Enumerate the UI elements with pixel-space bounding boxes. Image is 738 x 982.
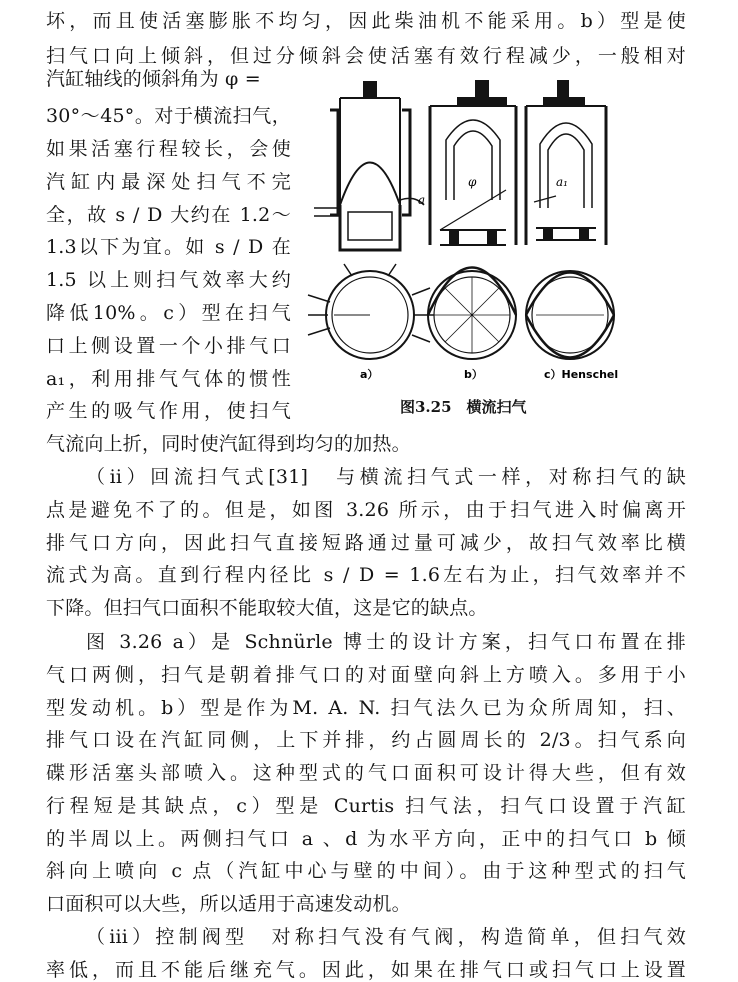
text-line: 下降。但扫气口面积不能取较大值，这是它的缺点。	[46, 597, 488, 619]
text-line: 降低10%。c）型在扫气	[46, 302, 291, 324]
subfigure-label-c: c）Henschel	[544, 368, 619, 381]
text-line: 口上侧设置一个小排气口	[46, 335, 291, 357]
cylinder-c-section	[526, 80, 606, 245]
subfigure-label-b: b）	[464, 368, 483, 381]
text-line: 口面积可以大些，所以适用于高速发动机。	[46, 893, 411, 915]
text-line: 的半周以上。两侧扫气口 a 、d 为水平方向，正中的扫气口 b 倾	[46, 828, 686, 850]
cylinder-a-section	[314, 82, 424, 250]
text-line: 1.5 以上则扫气效率大约	[46, 269, 291, 291]
text-line: 扫气口向上倾斜，但过分倾斜会使活塞有效行程减少，一般相对	[46, 45, 686, 67]
text-line: 流式为高。直到行程内径比 s / D = 1.6左右为止，扫气效率并不	[46, 564, 686, 586]
text-line: 排气口设在汽缸同侧，上下并排，约占圆周长的 2/3。扫气系向	[46, 729, 686, 751]
figure-caption: 图3.25 横流扫气	[400, 398, 527, 416]
text-line: 汽缸轴线的倾斜角为 φ =	[46, 68, 261, 90]
text-line: 排气口方向，因此扫气直接短路通过量可减少，故扫气效率比横	[46, 532, 686, 554]
cross-scavenging-diagram	[300, 80, 668, 424]
text-line: a₁，利用排气气体的惯性	[46, 368, 291, 390]
subfigure-label-a: a）	[360, 368, 379, 381]
text-line: 坏，而且使活塞膨胀不均匀，因此柴油机不能采用。b）型是使	[46, 10, 686, 32]
text-line: 图 3.26 a）是 Schnürle 博士的设计方案，扫气口布置在排	[86, 631, 686, 653]
section-b-plan	[428, 268, 516, 360]
text-line: 型发动机。b）型是作为M. A. N. 扫气法久已为众所周知，扫、	[46, 697, 686, 719]
text-line: 率低，而且不能后继充气。因此，如果在排气口或扫气口上设置	[46, 959, 686, 981]
text-line: 产生的吸气作用，使扫气	[46, 400, 291, 422]
symbol-a1: a₁	[556, 175, 568, 189]
text-line: （iii）控制阀型 对称扫气没有气阀，构造简单，但扫气效	[86, 926, 686, 948]
figure-3-25	[300, 80, 668, 424]
text-line: 1.3以下为宜。如 s / D 在	[46, 236, 291, 258]
text-line: 行程短是其缺点，c）型是 Curtis 扫气法，扫气口设置于汽缸	[46, 795, 686, 817]
text-line: 气流向上折，同时使汽缸得到均匀的加热。	[46, 433, 411, 455]
text-line: 点是避免不了的。但是，如图 3.26 所示，由于扫气进入时偏离开	[46, 499, 686, 521]
text-line: 斜向上喷向 c 点（汽缸中心与壁的中间）。由于这种型式的扫气	[46, 860, 686, 882]
text-line: 气口两侧，扫气是朝着排气口的对面壁向斜上方喷入。多用于小	[46, 664, 686, 686]
symbol-a: a	[418, 193, 426, 207]
text-line: 碟形活塞头部喷入。这种型式的气口面积可设计得大些，但有效	[46, 762, 686, 784]
text-line: （ii）回流扫气式[31] 与横流扫气式一样，对称扫气的缺	[86, 466, 686, 488]
text-line: 汽缸内最深处扫气不完	[46, 171, 291, 193]
text-line: 如果活塞行程较长，会使	[46, 138, 291, 160]
cylinder-b-section	[430, 80, 516, 245]
text-line: 30°～45°。对于横流扫气，	[46, 105, 291, 127]
text-line: 全，故 s / D 大约在 1.2～	[46, 204, 291, 226]
symbol-phi: φ	[468, 175, 477, 189]
section-c-plan	[526, 271, 614, 359]
section-a-plan	[308, 264, 434, 359]
